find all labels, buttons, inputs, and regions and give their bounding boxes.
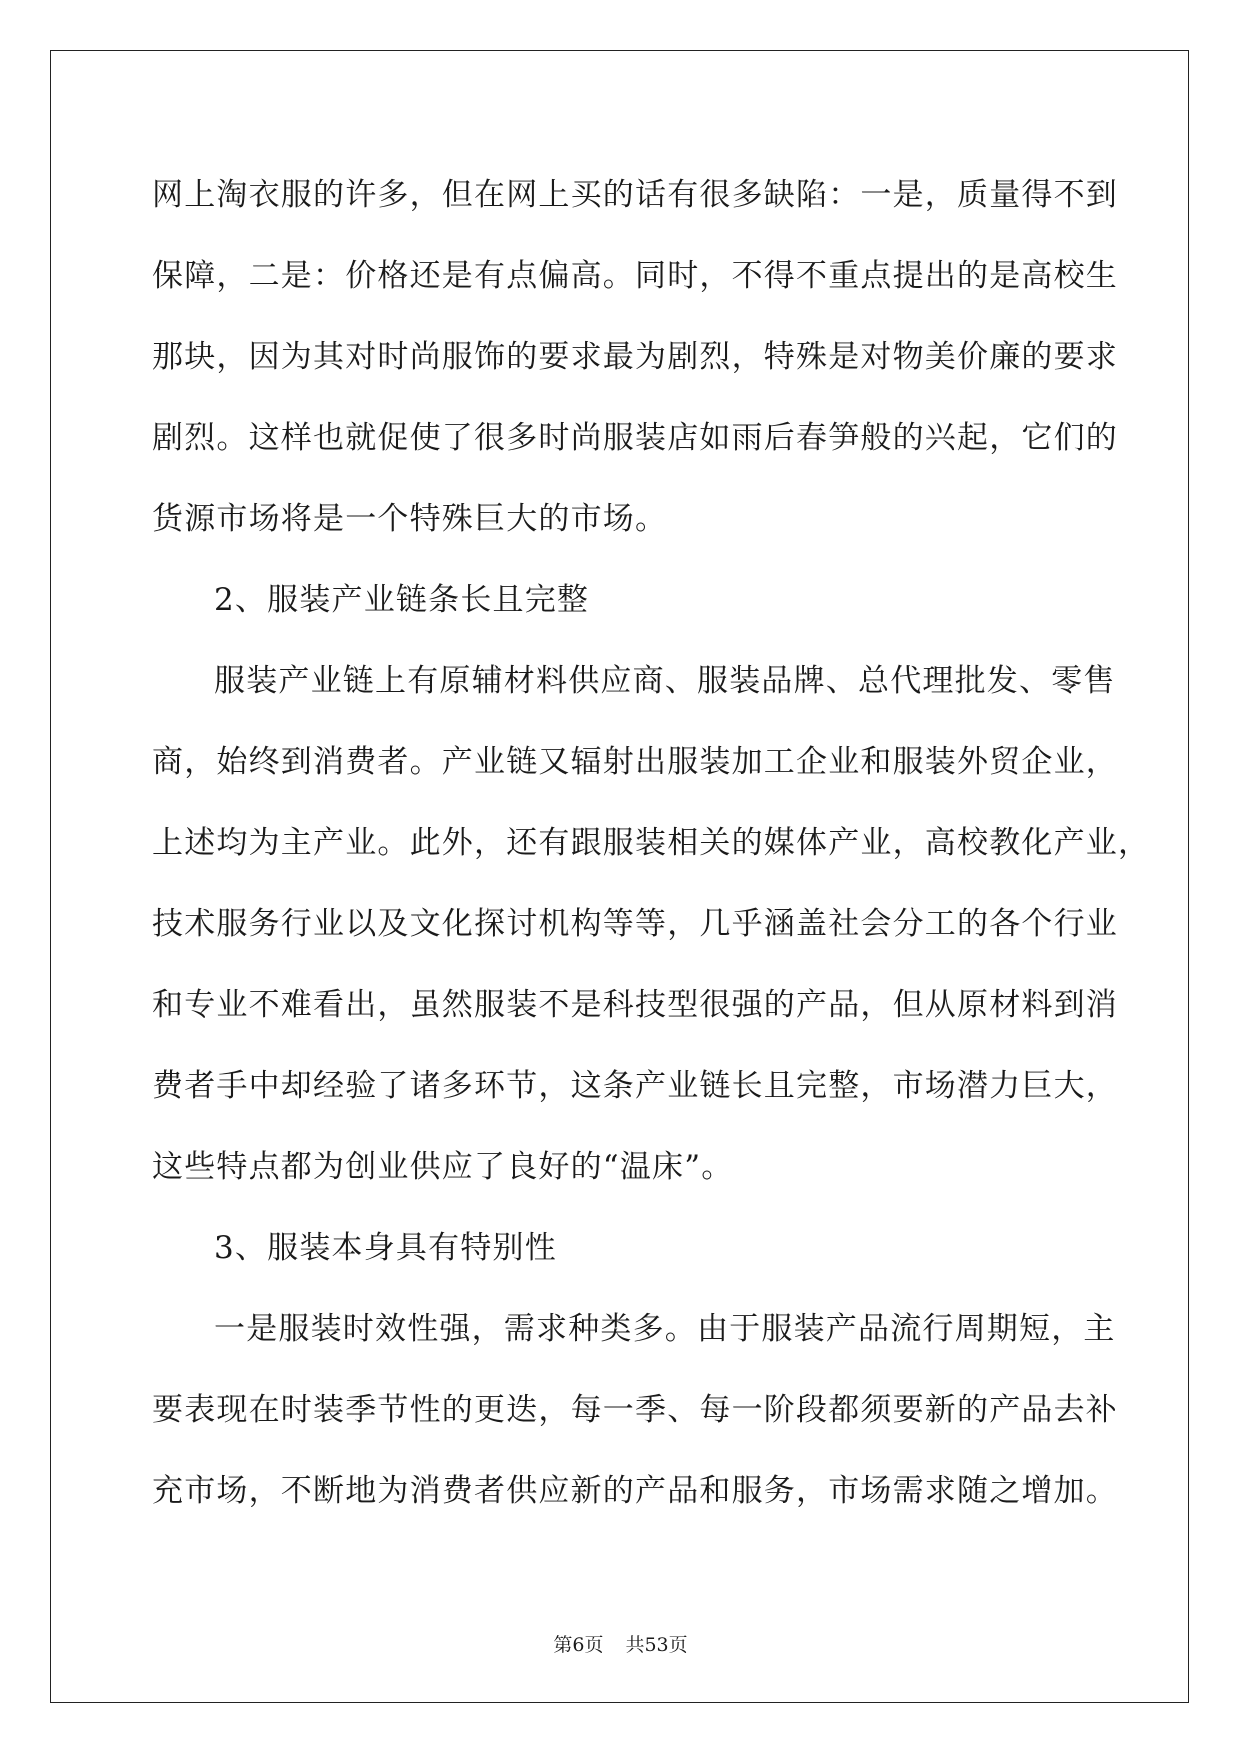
section-heading: 3、服装本身具有特别性	[214, 1230, 557, 1266]
text-line: 这些特点都为创业供应了良好的“温床”。	[152, 1149, 734, 1185]
text-line: 技术服务行业以及文化探讨机构等等，几乎涵盖社会分工的各个行业	[152, 906, 1118, 942]
current-page-number: 第6页	[553, 1634, 604, 1656]
text-line: 要表现在时装季节性的更迭，每一季、每一阶段都须要新的产品去补	[152, 1392, 1118, 1428]
text-line: 充市场，不断地为消费者供应新的产品和服务，市场需求随之增加。	[152, 1473, 1118, 1509]
total-page-count: 共53页	[625, 1634, 688, 1656]
paragraph-first-line: 服装产业链上有原辅材料供应商、服装品牌、总代理批发、零售	[214, 663, 1116, 699]
text-line: 那块，因为其对时尚服饰的要求最为剧烈，特殊是对物美价廉的要求	[152, 339, 1118, 375]
text-line: 保障，二是：价格还是有点偏高。同时，不得不重点提出的是高校生	[152, 258, 1118, 294]
text-line: 商，始终到消费者。产业链又辐射出服装加工企业和服装外贸企业，	[152, 744, 1118, 780]
text-line: 上述均为主产业。此外，还有跟服装相关的媒体产业，高校教化产业，	[152, 825, 1151, 861]
section-heading: 2、服装产业链条长且完整	[214, 582, 590, 618]
text-line: 货源市场将是一个特殊巨大的市场。	[152, 501, 668, 537]
text-line: 和专业不难看出，虽然服装不是科技型很强的产品，但从原材料到消	[152, 987, 1118, 1023]
text-line: 剧烈。这样也就促使了很多时尚服装店如雨后春笋般的兴起，它们的	[152, 420, 1118, 456]
document-body	[152, 155, 1151, 1532]
text-line: 费者手中却经验了诸多环节，这条产业链长且完整，市场潜力巨大，	[152, 1068, 1118, 1104]
text-line: 网上淘衣服的许多，但在网上买的话有很多缺陷：一是，质量得不到	[152, 177, 1118, 213]
page-footer	[0, 1630, 1241, 1657]
paragraph-first-line: 一是服装时效性强，需求种类多。由于服装产品流行周期短，主	[214, 1311, 1116, 1347]
